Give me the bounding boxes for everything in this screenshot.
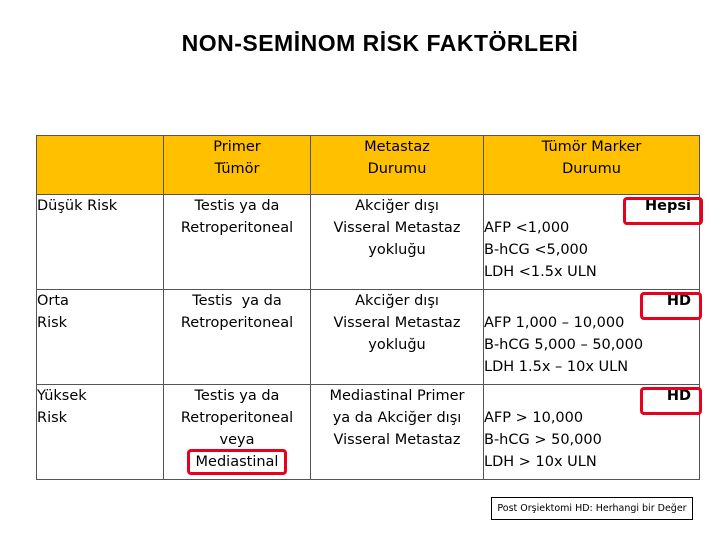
marker-lead-text: Hepsi bbox=[645, 198, 691, 214]
table-row-high-risk bbox=[37, 385, 700, 480]
marker-lead-text: HD bbox=[666, 293, 691, 309]
table-row-low-risk bbox=[37, 195, 700, 290]
footnote: Post Orşiektomi HD: Herhangi bir Değer bbox=[491, 497, 693, 520]
header-tumor-marker: Tümör Marker Durumu bbox=[484, 136, 700, 195]
header-empty-cell bbox=[37, 136, 164, 195]
metastasis-cell: Mediastinal Primer ya da Akciğer dışı Visseral Metastaz bbox=[311, 385, 484, 480]
header-metastasis: Metastaz Durumu bbox=[311, 136, 484, 195]
table-header-row bbox=[37, 136, 700, 195]
highlight-box bbox=[623, 197, 703, 225]
table-row-intermediate-risk bbox=[37, 290, 700, 385]
marker-lead-text: HD bbox=[666, 388, 691, 404]
risk-label-cell: Düşük Risk bbox=[37, 195, 164, 290]
primary-tumor-cell: Testis ya da Retroperitoneal veya Mediastinal bbox=[164, 385, 311, 480]
highlight-box bbox=[640, 387, 702, 415]
header-primary-tumor: Primer Tümör bbox=[164, 136, 311, 195]
risk-label-cell: Orta Risk bbox=[37, 290, 164, 385]
primary-tumor-cell: Testis ya da Retroperitoneal bbox=[164, 290, 311, 385]
tumor-marker-cell: Hepsi AFP <1,000 B-hCG <5,000 LDH <1.5x ULN bbox=[484, 195, 700, 290]
highlight-box bbox=[640, 292, 702, 320]
risk-label-cell: Yüksek Risk bbox=[37, 385, 164, 480]
page-title: NON-SEMİNOM RİSK FAKTÖRLERİ bbox=[181, 30, 579, 56]
primary-tumor-cell: Testis ya da Retroperitoneal bbox=[164, 195, 311, 290]
risk-factor-table bbox=[36, 135, 700, 480]
tumor-marker-cell: HD AFP 1,000 – 10,000 B-hCG 5,000 – 50,000 LDH 1.5x – 10x ULN bbox=[484, 290, 700, 385]
tumor-marker-cell: HD AFP > 10,000 B-hCG > 50,000 LDH > 10x ULN bbox=[484, 385, 700, 480]
mediastinal-highlight: Mediastinal bbox=[187, 449, 288, 475]
metastasis-cell: Akciğer dışı Visseral Metastaz yokluğu bbox=[311, 290, 484, 385]
metastasis-cell: Akciğer dışı Visseral Metastaz yokluğu bbox=[311, 195, 484, 290]
